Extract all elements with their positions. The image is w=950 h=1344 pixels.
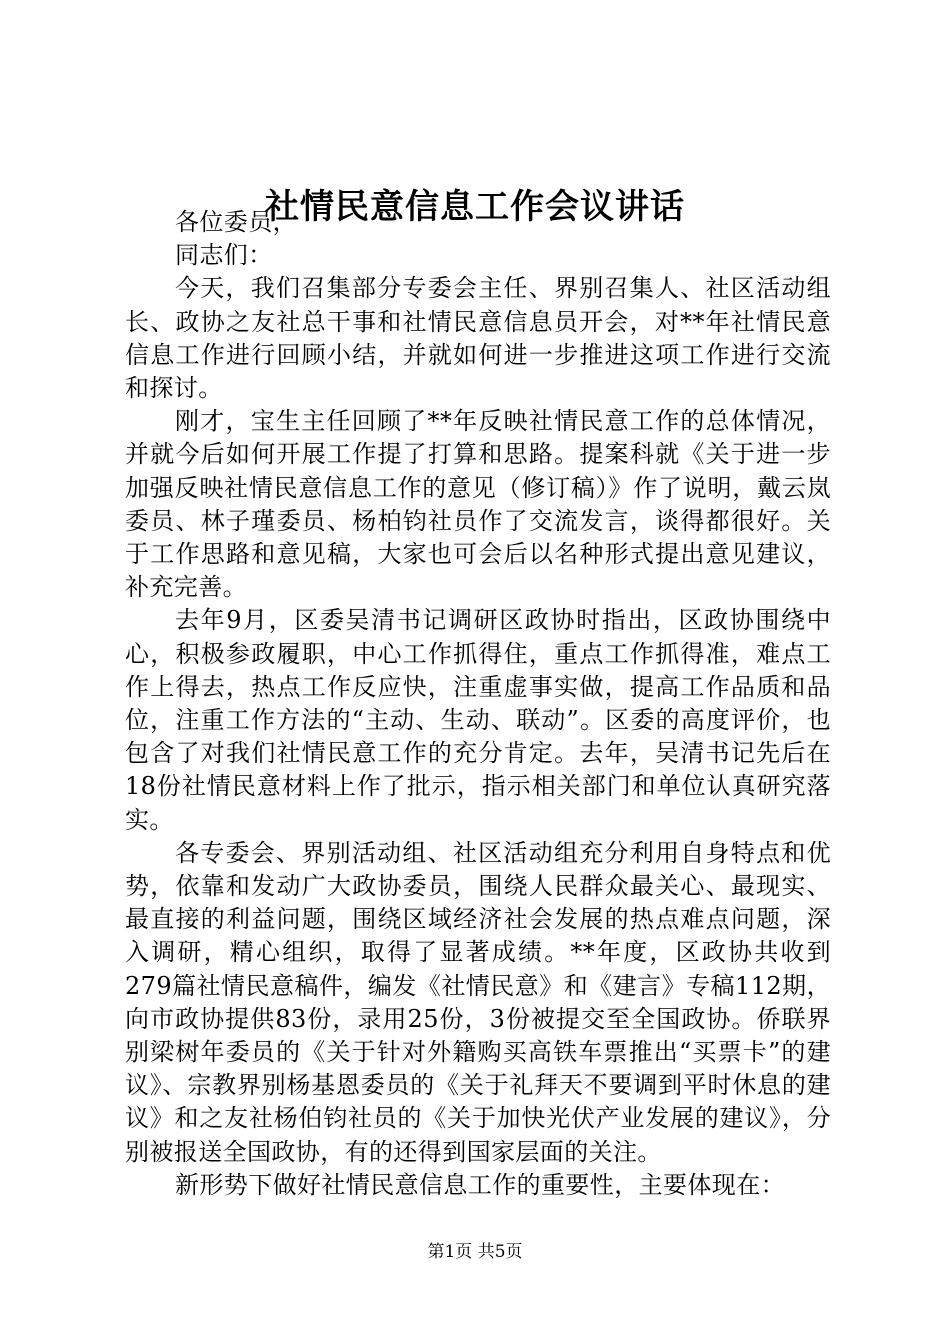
body-paragraph: 去年9月，区委吴清书记调研区政协时指出，区政协围绕中心，积极参政履职，中心工作抓得住，重点工作抓得准，难点工作上得去，热点工作反应快，注重虚事实做，提高工作品质和品位，注重工作方法的“主动、生动、联动”。区委的高度评价，也包含了对我们社情民意工作的充分肯定。去年，吴清书记先后在18份社情民意材料上作了批示，指示相关部门和单位认真研究落实。 <box>125 606 831 834</box>
body-paragraph: 各专委会、界别活动组、社区活动组充分利用自身特点和优势，依靠和发动广大政协委员，围绕人民群众最关心、最现实、最直接的利益问题，围绕区域经济社会发展的热点难点问题，深入调研，精心组织，取得了显著成绩。**年度，区政协共收到279篇社情民意稿件，编发《社情民意》和《建言》专稿112期，向市政协提供83份，录用25份，3份被提交至全国政协。侨联界别梁树年委员的《关于针对外籍购买高铁车票推出“买票卡”的建议》、宗教界别杨基恩委员的《关于礼拜天不要调到平时休息的建议》和之友社杨伯钧社员的《关于加快光伏产业发展的建议》，分别被报送全国政协，有的还得到国家层面的关注。 <box>125 838 831 1166</box>
page-number-footer: 第1页 共5页 <box>427 1242 523 1262</box>
body-paragraph: 刚才，宝生主任回顾了**年反映社情民意工作的总体情况，并就今后如何开展工作提了打算和思路。提案科就《关于进一步加强反映社情民意信息工作的意见（修订稿）》作了说明，戴云岚委员、林子瑾委员、杨柏钧社员作了交流发言，谈得都很好。关于工作思路和意见稿，大家也可会后以名种形式提出意见建议，补充完善。 <box>125 407 831 602</box>
body-paragraph: 新形势下做好社情民意信息工作的重要性，主要体现在： <box>175 1170 785 1199</box>
body-paragraph: 今天，我们召集部分专委会主任、界别召集人、社区活动组长、政协之友社总干事和社情民意信息员开会，对**年社情民意信息工作进行回顾小结，并就如何进一步推进这项工作进行交流和探讨。 <box>125 274 831 403</box>
document-body <box>125 206 831 1202</box>
document-title: 社情民意信息工作会议讲话 <box>265 187 685 227</box>
salutation-line: 各位委员， <box>175 208 297 236</box>
salutation-line: 同志们： <box>175 241 273 270</box>
